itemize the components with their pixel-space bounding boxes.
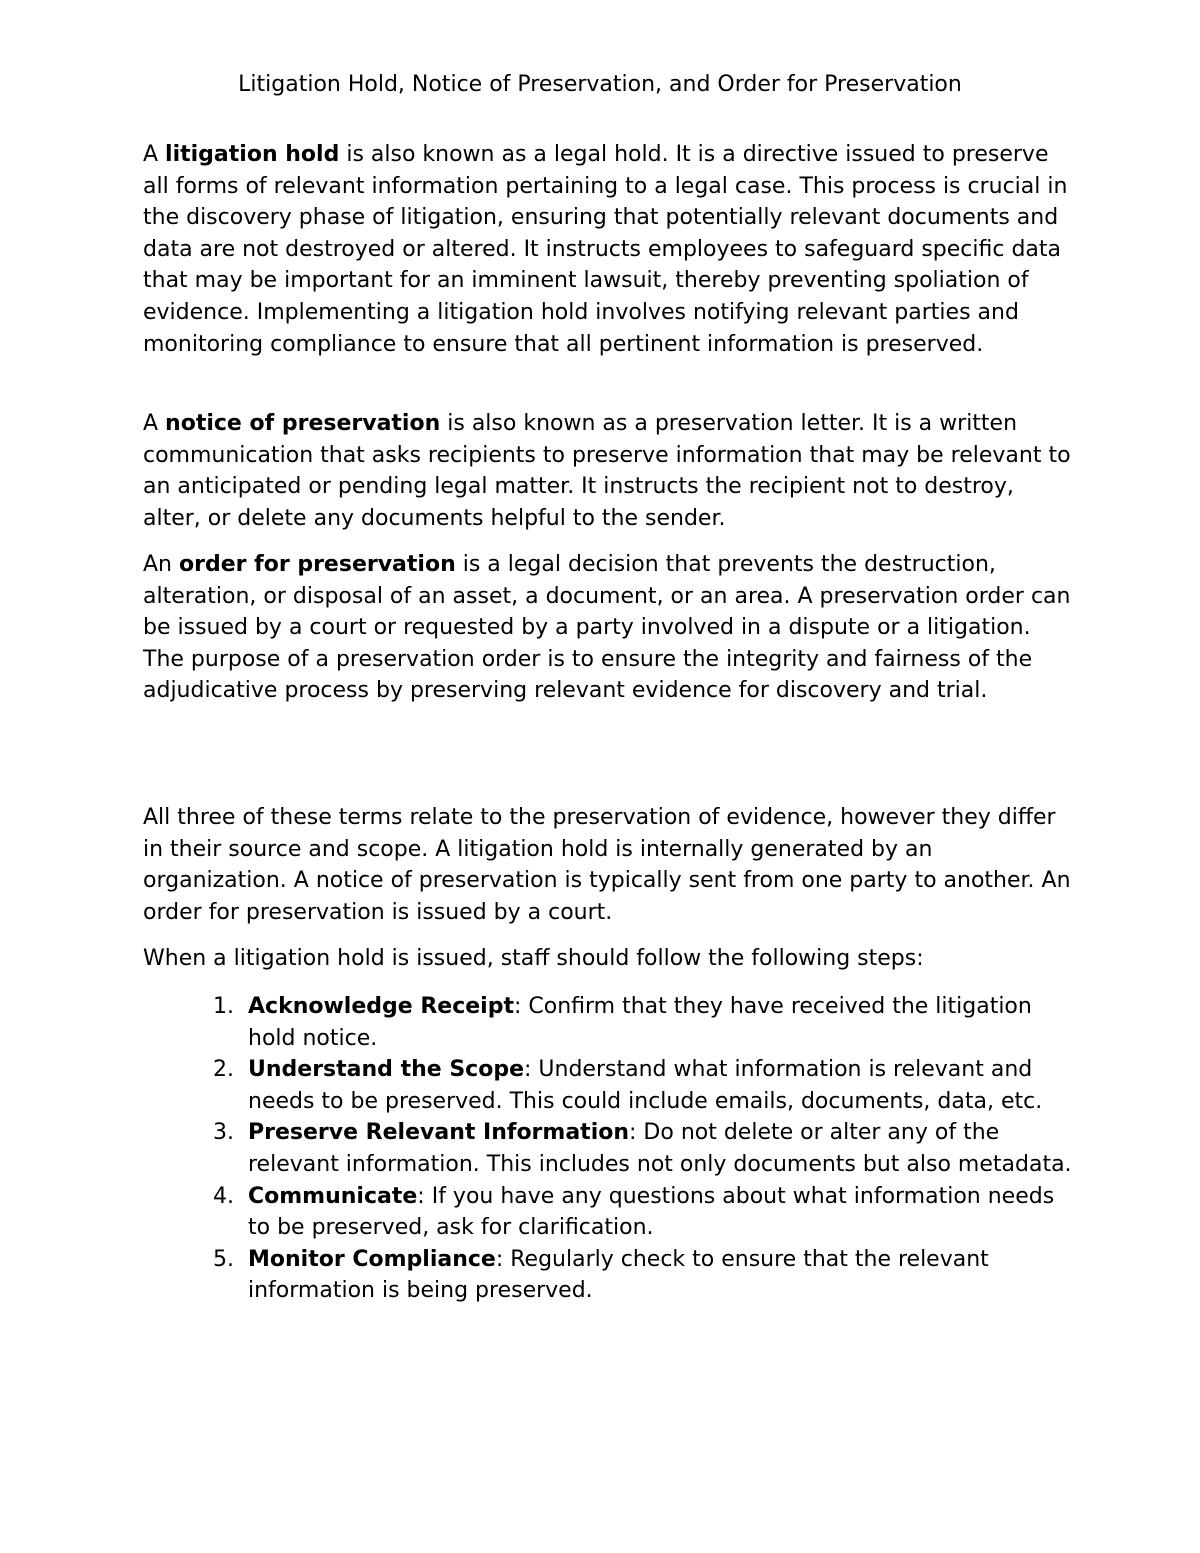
term-litigation-hold: litigation hold — [165, 142, 340, 167]
step-item — [143, 1117, 1073, 1180]
step-item — [143, 1054, 1073, 1117]
step-number: 3. — [213, 1120, 234, 1146]
paragraph-lead: An — [143, 552, 179, 577]
term-order-for-preservation: order for preservation — [179, 552, 456, 577]
step-text: : If you have any questions about what information needs to be preserved, ask for clarification. — [248, 1183, 1055, 1241]
step-number: 4. — [213, 1183, 234, 1209]
paragraph-text: is also known as a legal hold. It is a directive issued to preserve all forms of relevant information pertaining to a legal case. This process is crucial in the discovery phase of litigation, ensuring that potentially relevant documents and data are not destroyed or altered. It instructs employees to safeguard specific data that may be important for an imminent lawsuit, thereby preventing spoliation of evidence. Implementing a litigation hold involves notifying relevant parties and monitoring compliance to ensure that all pertinent information is preserved. — [143, 142, 1068, 357]
step-term: Communicate — [248, 1183, 418, 1209]
step-item — [143, 1181, 1073, 1244]
step-item — [143, 1244, 1073, 1307]
paragraph-steps-intro: When a litigation hold is issued, staff should follow the following steps: — [143, 946, 924, 971]
steps-list — [143, 991, 1073, 1307]
paragraph-text: is also known as a preservation letter. It is a written communication that asks recipients to preserve information that may be relevant to an anticipated or pending legal matter. It instructs the recipient not to destroy, alter, or delete any documents helpful to the sender. — [143, 411, 1071, 531]
step-term: Acknowledge Receipt — [248, 994, 514, 1019]
paragraph-text: is a legal decision that prevents the destruction, alteration, or disposal of an asset, a document, or an area. A preservation order can be issued by a court or requested by a party involved in a dispute or a litigation. The purpose of a preservation order is to ensure the integrity and fairness of the adjudicative process by preserving relevant evidence for discovery and trial. — [143, 552, 1071, 704]
paragraph-litigation-hold — [143, 139, 1073, 360]
paragraph-order-for-preservation — [143, 549, 1073, 707]
term-notice-of-preservation: notice of preservation — [165, 411, 441, 436]
page-title: Litigation Hold, Notice of Preservation, and Order for Preservation — [238, 72, 962, 97]
paragraph-lead: A — [143, 142, 166, 167]
step-text: : Regularly check to ensure that the relevant information is being preserved. — [248, 1246, 989, 1304]
step-number: 5. — [213, 1246, 234, 1272]
step-text: : Understand what information is relevant and needs to be preserved. This could include emails, documents, data, etc. — [248, 1057, 1043, 1114]
paragraph-comparison: All three of these terms relate to the preservation of evidence, however they differ in their source and scope. A litigation hold is internally generated by an organization. A notice of preservation is typically sent from one party to another. An order for preservation is issued by a court. — [143, 805, 1071, 925]
step-number: 2. — [213, 1057, 234, 1083]
step-term: Monitor Compliance — [248, 1246, 496, 1272]
step-number: 1. — [213, 994, 234, 1019]
step-term: Understand the Scope — [248, 1057, 524, 1083]
paragraph-notice-of-preservation — [143, 408, 1073, 534]
paragraph-lead: A — [143, 411, 166, 436]
step-text: : Do not delete or alter any of the relevant information. This includes not only documents but also metadata. — [248, 1120, 1072, 1177]
step-term: Preserve Relevant Information — [248, 1120, 630, 1146]
step-text: : Confirm that they have received the litigation hold notice. — [248, 994, 1032, 1051]
step-item — [143, 991, 1073, 1054]
